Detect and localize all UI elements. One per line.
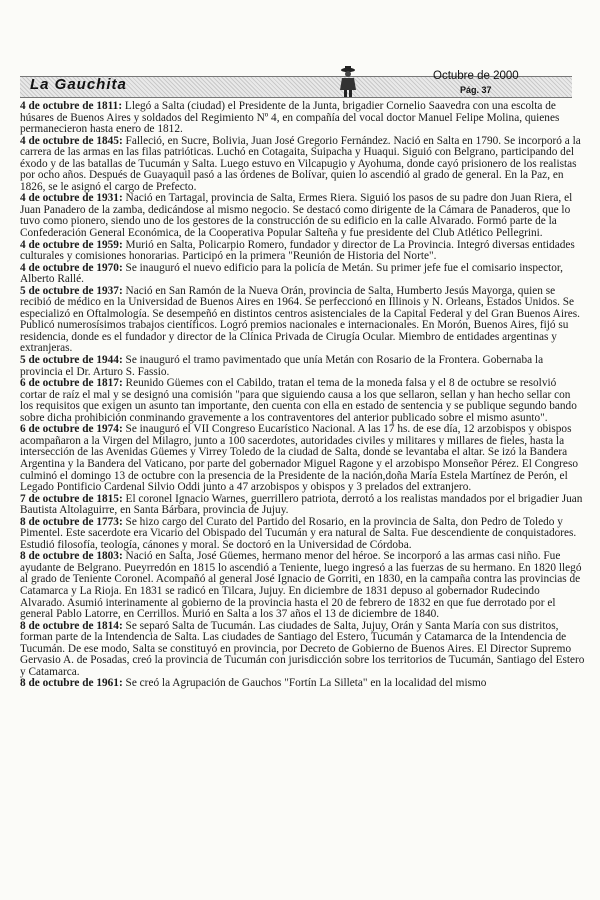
entry [20, 355, 585, 378]
entry-text: Nació en Salta, José Güemes, hermano menor del héroe. Se incorporó a las armas casi niño. Fue ayudante de Belgrano. Pueyrredón en 1815 lo ascendió a Teniente, luego ingresó a las fuerzas de su hermano. En 1820 llegó al grado de Teniente Coronel. Acompañó al general José Ignacio de Gorriti, en 1830, en la campaña contra las provincias de Catamarca y La Rioja. En 1831 se radicó en Tilcara, Jujuy. En diciembre de 1831 depuso al gobernador Rudecindo Alvarado. Asumió interinamente al gobierno de la provincia hasta el 20 de febrero de 1832 en que fue derrotado por el general Pablo Latorre, en Cerrillos. Murió en Salta a los 37 años el 13 de diciembre de 1840. [20, 550, 582, 621]
entry-text: Se separó Salta de Tucumán. Las ciudades de Salta, Jujuy, Orán y Santa María con sus distritos, forman parte de la Intendencia de Salta. Las ciudades de Santiago del Estero, Tucumán y Catamarca de la Intendencia de Tucumán. De ese modo, Salta se constituyó en provincia, por Decreto de Gobierno de Buenos Aires. El Director Supremo Gervasio A. de Posadas, creó la provincia de Tucumán con jurisdicción sobre los territorios de Tucumán, Santiago del Estero y Catamarca. [20, 619, 585, 678]
issue-date: Octubre de 2000 [433, 70, 519, 82]
entry-text: Falleció, en Sucre, Bolivia, Juan José Gregorio Fernández. Nació en Salta en 1790. Se incorporó a la carrera de las armas en las filas patrióticas. Luchó en Cotagaita, Suipacha y Huaqui. Siguió con Belgrano, participando del éxodo y de las batallas de Tucumán y Salta. Luego estuvo en Vilcapugio y Ayohuma, donde cayó prisionero de los realistas por ocho años. Después de Guayaquil pasó a las órdenes de Bolívar, quien lo ascendió al grado de general. En la Paz, en 1826, se le asignó el cargo de Prefecto. [20, 134, 581, 193]
entry-date: 7 de octubre de 1815: [20, 492, 123, 505]
publication-title: La Gauchita [30, 76, 127, 93]
entry [20, 263, 585, 286]
entry-text: Llegó a Salta (ciudad) el Presidente de la Junta, brigadier Cornelio Saavedra con una escolta de húsares de Buenos Aires y soldados del Regimiento Nº 4, en compañía del vocal doctor Manuel Felipe Molina, quienes permanecieron hasta enero de 1812. [20, 100, 560, 136]
entry [20, 240, 585, 263]
entry [20, 136, 585, 194]
entry-text: Se inauguró el VII Congreso Eucarístico Nacional. A las 17 hs. de ese día, 12 arzobispos y obispos acompañaron a la Virgen del Milagro, junto a 100 sacerdotes, autoridades civiles y militares y millares de fieles, hasta la intersección de las Avenidas Güemes y Virrey Toledo de la ciudad de Salta, donde se levantaba el altar. Se izó la Bandera Argentina y la Bandera del Vaticano, por parte del gobernador Miguel Ragone y el arzobispo Monseñor Pérez. El Congreso culminó el domingo 13 de octubre con la presencia de la Presidente de la nación,doña María Estela Martínez de Perón, el Legado Pontificio Cardenal Silvio Oddi junto a 47 arzobispos y obispos y 3 prelados del extranjero. [20, 423, 578, 494]
entry-date: 4 de octubre de 1931: [20, 192, 123, 205]
entry [20, 424, 585, 493]
entry-date: 4 de octubre de 1959: [20, 238, 123, 251]
entry [20, 621, 585, 679]
entry [20, 517, 585, 552]
entry [20, 101, 585, 136]
page-header [20, 62, 572, 100]
gaucho-icon [338, 64, 358, 98]
entry-date: 8 de octubre de 1961: [20, 677, 123, 690]
entry-text: Reunido Güemes con el Cabildo, tratan el tema de la moneda falsa y el 8 de octubre se resolvió cortar de raíz el mal y se designó una comisión "para que siguiendo causa a los que sellaron, sellan y han hecho sellar con los requisitos que exigen un asunto tan importante, den cuenta con ella en estado de sentencia y se publique segundo bando sobre dicha prohibición conminando gravemente a los contraventores del anterior publicado sobre el mismo asunto". [20, 377, 577, 424]
entry-text: Murió en Salta, Policarpio Romero, fundador y director de La Provincia. Integró diversas entidades culturales y comisiones honorarias. Participó en la primera "Reunión de Historia del Norte". [20, 238, 575, 263]
entry-date: 8 de octubre de 1803: [20, 550, 123, 563]
entry-text: Se creó la Agrupación de Gauchos "Fortín La Silleta" en la localidad del mismo [122, 677, 487, 690]
entry-text: Se inauguró el nuevo edificio para la policía de Metán. Su primer jefe fue el comisario inspector, Alberto Rallé. [20, 261, 564, 286]
entry-date: 6 de octubre de 1817: [20, 377, 123, 390]
entry-text: Se inauguró el tramo pavimentado que unía Metán con Rosario de la Frontera. Gobernaba la provincia el Dr. Arturo S. Fassio. [20, 354, 544, 378]
entry [20, 193, 585, 239]
entry-date: 4 de octubre de 1970: [20, 261, 123, 274]
entry-date: 6 de octubre de 1974: [20, 423, 123, 436]
page-number: Pág. 37 [460, 85, 492, 95]
entry-text: Nació en San Ramón de la Nueva Orán, provincia de Salta, Humberto Jesús Mayorga, quien se recibió de médico en la Universidad de Buenos Aires en 1964. Se perfeccionó en Illinois y N. Orleans, Estados Unidos. Se especializó en Oftalmología. Se desempeñó en distintos centros asistenciales de la Capital Federal y del Gran Buenos Aires. Publicó numerosísimos trabajos científicos. Logró premios nacionales e internacionales. En Morón, Buenos Aires, fijó su residencia, donde es el fundador y director de la Clínica Privada de Cirugía Ocular. Miembro de entidades argentinas y extranjeras. [20, 284, 580, 355]
entry [20, 551, 585, 620]
entry-date: 5 de octubre de 1944: [20, 354, 123, 367]
entry-date: 8 de octubre de 1773: [20, 515, 123, 528]
entry-date: 4 de octubre de 1845: [20, 134, 123, 147]
ephemeris-list [20, 101, 585, 690]
entry-date: 4 de octubre de 1811: [20, 100, 123, 112]
entry-date: 8 de octubre de 1814: [20, 619, 123, 632]
entry-text: El coronel Ignacio Warnes, guerrillero patriota, derrotó a los realistas mandados por el brigadier Juan Bautista Altolaguirre, en Santa Bárbara, provincia de Jujuy. [20, 492, 583, 517]
entry [20, 378, 585, 424]
entry [20, 494, 585, 517]
entry-date: 5 de octubre de 1937: [20, 284, 123, 297]
entry-text: Nació en Tartagal, provincia de Salta, Ermes Riera. Siguió los pasos de su padre don Juan Riera, el Juan Panadero de la zamba, dedicándose al mismo negocio. Se destacó como dirigente de la Cámara de Panaderos, que lo tuvo como pionero, siendo uno de los gestores de la construcción de su edificio en la calle Alvarado. Formó parte de la Confederación General Económica, de la Cooperativa Popular Salteña y fue presidente del Club Atlético Pellegrini. [20, 192, 573, 240]
entry [20, 678, 585, 690]
entry [20, 286, 585, 355]
entry-text: Se hizo cargo del Curato del Partido del Rosario, en la provincia de Salta, don Pedro de Toledo y Pimentel. Este sacerdote era Vicario del Obispado del Tucumán y era natural de Salta. Fue descendiente de conquistadores. Estudió filosofía, teología, cánones y moral. Se doctoró en la Universidad de Córdoba. [20, 515, 577, 551]
